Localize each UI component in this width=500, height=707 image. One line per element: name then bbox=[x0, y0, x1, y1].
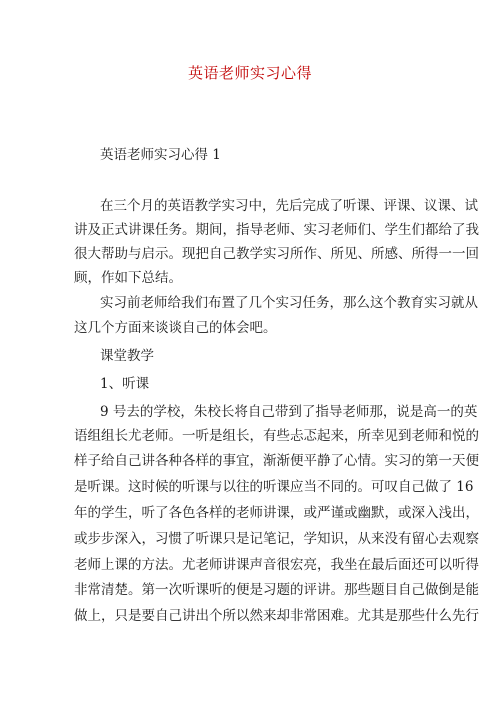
section-heading: 英语老师实习心得 1 bbox=[100, 147, 221, 163]
paragraph-line: 样子给自己讲各种各样的事宜，渐渐便平静了心情。实习的第一天便 bbox=[74, 453, 479, 469]
section-label: 课堂教学 bbox=[100, 348, 154, 364]
paragraph-line: 顾，作如下总结。 bbox=[74, 270, 182, 286]
paragraph-line: 非常清楚。第一次听课听的便是习题的评讲。那些题目自己做倒是能 bbox=[74, 582, 479, 598]
paragraph-line: 是听课。这时候的听课与以往的听课应当不同的。可叹自己做了 16 bbox=[74, 479, 474, 495]
paragraph-line: 实习前老师给我们布置了几个实习任务，那么这个教育实习就从 bbox=[100, 295, 478, 311]
paragraph-line: 或步步深入，习惯了听课只是记笔记，学知识，从来没有留心去观察 bbox=[74, 531, 479, 547]
paragraph-line: 语组组长尤老师。一听是组长，有些忐忑起来，所幸见到老师和悦的 bbox=[74, 428, 479, 444]
paragraph-line: 在三个月的英语教学实习中，先后完成了听课、评课、议课、试 bbox=[100, 198, 478, 214]
paragraph-line: 做上，只是要自己讲出个所以然来却非常困难。尤其是那些什么先行 bbox=[74, 608, 479, 624]
paragraph-line: 很大帮助与启示。现把自己教学实习所作、所见、所感、所得一一回 bbox=[74, 246, 479, 262]
paragraph-line: 老师上课的方法。尤老师讲课声音很宏亮，我坐在最后面还可以听得 bbox=[74, 557, 479, 573]
paragraph-line: 年的学生，听了各色各样的老师讲课，或严谨或幽默，或深入浅出， bbox=[74, 505, 479, 521]
paragraph-line: 这几个方面来谈谈自己的体会吧。 bbox=[74, 320, 277, 336]
subsection-label: 1、听课 bbox=[100, 376, 150, 392]
paragraph-line: 讲及正式讲课任务。期间，指导老师、实习老师们、学生们都给了我 bbox=[74, 222, 479, 238]
paragraph-line: 9 号去的学校，朱校长将自己带到了指导老师那，说是高一的英 bbox=[100, 404, 478, 420]
document-title: 英语老师实习心得 bbox=[187, 64, 312, 82]
